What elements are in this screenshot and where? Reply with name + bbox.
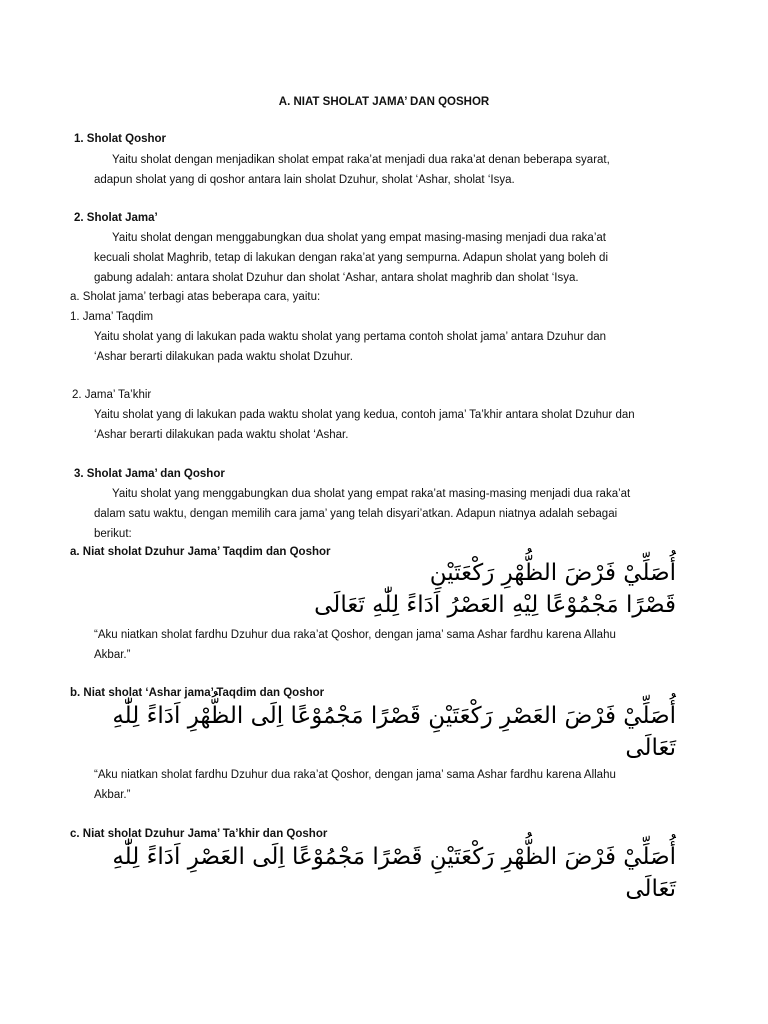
list-item-title-taqdim: 1. Jama’ Taqdim: [70, 311, 154, 323]
document-title: A. NIAT SHOLAT JAMA’ DAN QOSHOR: [278, 96, 490, 108]
paragraph-line: kecuali sholat Maghrib, tetap di lakukan dengan raka’at yang sempurna. Adapun sholat yang boleh di: [94, 252, 609, 264]
paragraph-line: ‘Ashar berarti dilakukan pada waktu sholat ‘Ashar.: [94, 429, 349, 441]
paragraph-line: Yaitu sholat dengan menjadikan sholat empat raka’at menjadi dua raka’at denan beberapa syarat,: [112, 154, 610, 166]
niat-meaning-line: Akbar.”: [94, 649, 131, 661]
arabic-niat-line: قَصْرًا مَجْمُوْعًا لِيْهِ العَصْرُ اَدَاءً لِلّٰهِ تَعَالَى: [314, 592, 676, 618]
niat-heading-a: a. Niat sholat Dzuhur Jama’ Taqdim dan Qoshor: [70, 546, 331, 558]
section-heading-jama-qoshor: 3. Sholat Jama’ dan Qoshor: [74, 468, 225, 480]
arabic-niat-line: تَعَالَى: [625, 735, 676, 761]
arabic-niat-line: أُصَلِّيْ فَرْضَ العَصْرِ رَكْعَتَيْنِ قَصْرًا مَجْمُوْعًا اِلَى الظُّهْرِ اَدَاءً لِلّٰهِ: [112, 703, 676, 729]
paragraph-line: ‘Ashar berarti dilakukan pada waktu sholat Dzuhur.: [94, 351, 353, 363]
sub-item-a: a. Sholat jama’ terbagi atas beberapa cara, yaitu:: [70, 291, 321, 303]
paragraph-line: gabung adalah: antara sholat Dzuhur dan sholat ‘Ashar, antara sholat maghrib dan sholat ‘Isya.: [94, 272, 579, 284]
arabic-niat-line: أُصَلِّيْ فَرْضَ الظُّهْرِ رَكْعَتَيْنِ قَصْرًا مَجْمُوْعًا اِلَى العَصْرِ اَدَاءً لِلّٰهِ: [112, 844, 676, 870]
paragraph-line: Yaitu sholat dengan menggabungkan dua sholat yang empat masing-masing menjadi dua raka’at: [112, 232, 606, 244]
paragraph-line: adapun sholat yang di qoshor antara lain sholat Dzuhur, sholat ‘Ashar, sholat ‘Isya.: [94, 174, 515, 186]
paragraph-line: berikut:: [94, 528, 132, 540]
niat-meaning-line: “Aku niatkan sholat fardhu Dzuhur dua raka’at Qoshor, dengan jama’ sama Ashar fardhu karena Allahu: [94, 629, 616, 641]
niat-meaning-line: “Aku niatkan sholat fardhu Dzuhur dua raka’at Qoshor, dengan jama’ sama Ashar fardhu karena Allahu: [94, 769, 616, 781]
niat-heading-c: c. Niat sholat Dzuhur Jama’ Ta’khir dan Qoshor: [70, 828, 328, 840]
paragraph-line: Yaitu sholat yang di lakukan pada waktu sholat yang pertama contoh sholat jama’ antara Dzuhur dan: [94, 331, 607, 343]
section-heading-jama: 2. Sholat Jama’: [74, 212, 158, 224]
paragraph-line: Yaitu sholat yang di lakukan pada waktu sholat yang kedua, contoh jama’ Ta’khir antara sholat Dzuhur dan: [94, 409, 635, 421]
section-heading-qoshor: 1. Sholat Qoshor: [74, 133, 167, 145]
niat-heading-b: b. Niat sholat ‘Ashar jama’ Taqdim dan Qoshor: [70, 687, 325, 699]
paragraph-line: dalam satu waktu, dengan memilih cara jama’ yang telah disyari’atkan. Adapun niatnya adalah sebagai: [94, 508, 618, 520]
arabic-niat-line: أُصَلِّيْ فَرْضَ الظُّهْرِ رَكْعَتَيْنِ: [429, 560, 676, 586]
arabic-niat-line: تَعَالَى: [625, 876, 676, 902]
list-item-title-takhir: 2. Jama’ Ta’khir: [72, 389, 152, 401]
paragraph-line: Yaitu sholat yang menggabungkan dua sholat yang empat raka’at masing-masing menjadi dua raka’at: [112, 488, 631, 500]
niat-meaning-line: Akbar.”: [94, 789, 131, 801]
